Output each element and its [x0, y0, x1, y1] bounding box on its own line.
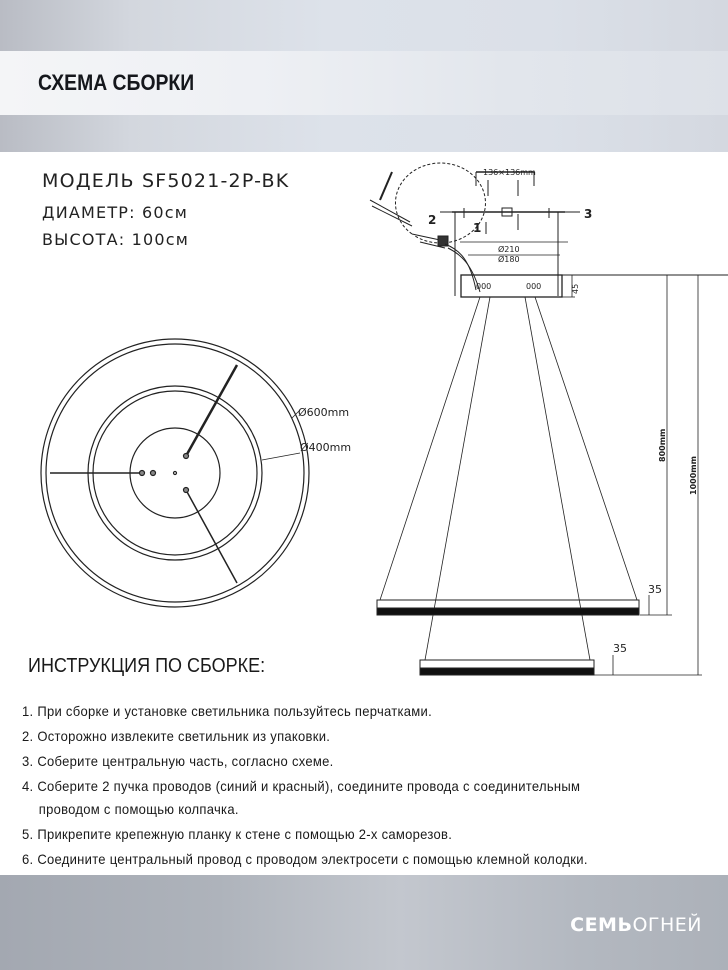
instruction-item: 6. Соедините центральный провод с проводом электросети с помощью клемной колодки. [22, 851, 588, 867]
brand-logo [570, 914, 702, 936]
instructions-title: ИНСТРУКЦИЯ ПО СБОРКЕ: [28, 655, 266, 677]
step-label-2: 2 [428, 213, 437, 227]
total-height-label: 1000mm [689, 456, 698, 495]
terminal-mark-left: 000 [476, 282, 492, 291]
page-title: СХЕМА СБОРКИ [38, 70, 195, 95]
canopy-inner-label: Ø180 [498, 255, 520, 264]
model-label: МОДЕЛЬ SF5021-2P-BK [42, 170, 290, 192]
diameter-label: ДИАМЕТР: 60см [42, 203, 189, 222]
canopy-outer-label: Ø210 [498, 245, 520, 254]
upper-drop-label: 800mm [658, 428, 667, 462]
outer-diameter-label: Ø600mm [298, 406, 350, 419]
step-label-1: 1 [473, 221, 482, 235]
instruction-item: 2. Осторожно извлеките светильник из упаковки. [22, 728, 331, 744]
step-label-3: 3 [584, 207, 593, 221]
canopy-height-label: 45 [571, 283, 580, 294]
instruction-item: 5. Прикрепите крепежную планку к стене с помощью 2-х саморезов. [22, 826, 453, 842]
terminal-mark-right: 000 [526, 282, 542, 291]
brand-light: ОГНЕЙ [632, 914, 702, 936]
side-view [370, 163, 728, 675]
height-label: ВЫСОТА: 100см [42, 230, 190, 249]
brand-bold: СЕМЬ [570, 914, 633, 936]
instruction-item: 3. Соберите центральную часть, согласно схеме. [22, 753, 334, 769]
lower-ring-thickness-label: 35 [613, 642, 627, 655]
instruction-item: 1. При сборке и установке светильника пользуйтесь перчатками. [22, 703, 432, 719]
instruction-item [22, 778, 673, 817]
instructions-list [22, 703, 722, 876]
mount-plate-label: 136×136mm [483, 168, 536, 177]
inner-diameter-label: Ø400mm [300, 441, 352, 454]
top-view [41, 339, 309, 607]
assembly-drawing [0, 152, 728, 692]
instruction-item-continuation: проводом с помощью колпачка. [38, 801, 239, 817]
instruction-item-line: 4. Соберите 2 пучка проводов (синий и красный), соедините провода с соединительным [22, 778, 581, 794]
upper-ring-thickness-label: 35 [648, 583, 662, 596]
